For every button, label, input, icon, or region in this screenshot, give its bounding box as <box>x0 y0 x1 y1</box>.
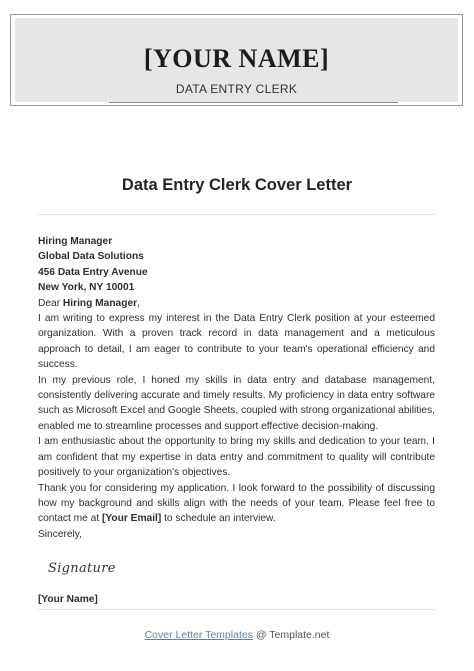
closing-text-end: to schedule an interview. <box>161 513 276 525</box>
footer-link[interactable]: Cover Letter Templates <box>144 629 253 641</box>
paragraph-intro: I am writing to express my interest in the Data Entry Clerk position at your esteemed organization. With a proven track record in data management and a meticulous approach to detail, I am eager to contribute to your team's operational efficiency and success. <box>38 313 435 371</box>
recipient-city: New York, NY 10001 <box>38 282 135 294</box>
document-title: Data Entry Clerk Cover Letter <box>121 176 353 194</box>
footer-site[interactable]: Template.net <box>269 629 330 641</box>
footer <box>0 629 474 641</box>
recipient-company: Global Data Solutions <box>38 251 144 263</box>
closing-text: Thank you for considering my application. I look forward to the possibility of discussing how my background and skills align with the needs of your team. Please feel free to contact me at <box>38 482 435 525</box>
valediction: Sincerely, <box>38 528 82 540</box>
footer-divider <box>38 609 436 610</box>
signature-image: Signature <box>48 561 116 577</box>
signer-name: [Your Name] <box>38 594 98 606</box>
paragraph-enthusiasm: I am enthusiastic about the opportunity to bring my skills and dedication to your team. I am confident that my expertise in data entry and commitment to quality will contribute positively to your organization's objectives. <box>38 436 435 479</box>
applicant-name: [YOUR NAME] <box>143 44 330 73</box>
paragraph-closing <box>38 481 435 527</box>
header-divider <box>109 102 398 103</box>
salutation-prefix: Dear <box>38 297 63 309</box>
letter-body <box>38 234 435 608</box>
title-divider <box>38 214 436 215</box>
salutation-name: Hiring Manager <box>62 297 138 309</box>
salutation-suffix: , <box>137 297 140 309</box>
recipient-name: Hiring Manager <box>38 236 113 247</box>
header-panel <box>15 18 458 102</box>
paragraph-experience: In my previous role, I honed my skills in data entry and database management, consistently delivering accurate and timely results. My proficiency in data entry software such as Microsoft Excel and Google Sheets, coupled with strong organizational abilities, enabled me to streamline processes and support effective decision-making. <box>38 374 435 432</box>
salutation <box>38 296 435 311</box>
recipient-street: 456 Data Entry Avenue <box>38 266 148 278</box>
footer-separator: @ <box>252 629 270 641</box>
contact-email: [Your Email] <box>102 513 162 525</box>
job-title: DATA ENTRY CLERK <box>175 82 298 96</box>
